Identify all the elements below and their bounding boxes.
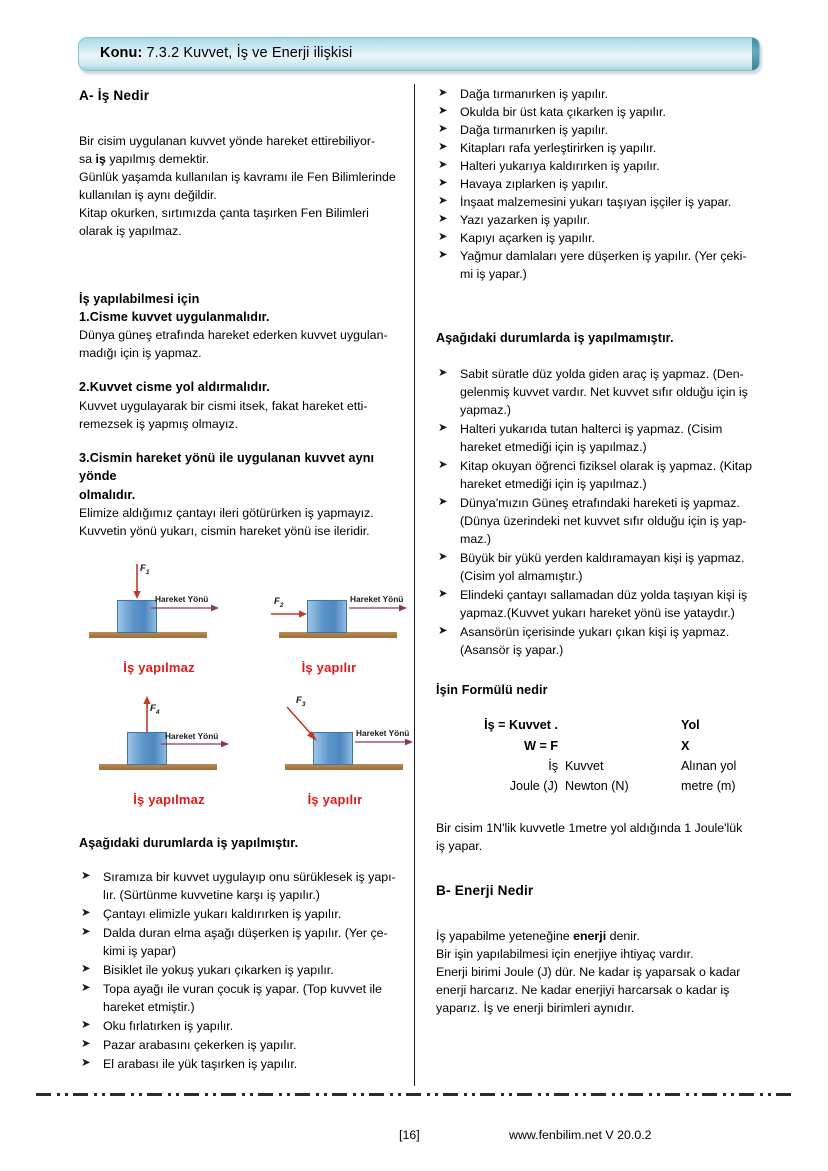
formula-cell-c3: X bbox=[681, 738, 690, 753]
footer-site: www.fenbilim.net V 20.0.2 bbox=[509, 1128, 652, 1142]
list-item bbox=[436, 230, 766, 248]
arrow-bullet-icon: ➤ bbox=[81, 962, 91, 975]
formula-cell-c3: Yol bbox=[681, 718, 700, 733]
formula-note-line-1: Bir cisim 1N'lik kuvvetle 1metre yol aldığında 1 Joule'lük bbox=[436, 820, 743, 835]
force-subscript: 3 bbox=[301, 701, 306, 709]
footer-divider bbox=[36, 1093, 792, 1096]
list-item bbox=[436, 248, 766, 284]
figure-caption-2: İş yapılır bbox=[301, 660, 357, 676]
condition-3-heading bbox=[79, 449, 409, 504]
intro-line-5: Kitap okurken, sırtımızda çanta taşırken Fen Bilimleri bbox=[79, 206, 369, 221]
arrow-bullet-icon: ➤ bbox=[438, 551, 448, 564]
left-work-done-list bbox=[79, 869, 409, 1074]
list-item-text: Büyük bir yükü yerden kaldıramayan kişi iş yapmaz. (Cisim yol almamıştır.) bbox=[460, 551, 745, 584]
formula-cell-c3: Alınan yol bbox=[681, 759, 737, 774]
energy-line-1c: denir. bbox=[606, 928, 640, 943]
intro-emphasis-is: iş bbox=[95, 151, 106, 166]
energy-emphasis-enerji: enerji bbox=[573, 928, 607, 943]
arrow-bullet-icon: ➤ bbox=[438, 158, 448, 171]
energy-line-2: Bir işin yapılabilmesi için enerjiye ihtiyaç vardır. bbox=[436, 947, 694, 961]
list-item-text: Dağa tırmanırken iş yapılır. bbox=[460, 87, 609, 101]
arrow-bullet-icon: ➤ bbox=[81, 1037, 91, 1050]
arrow-bullet-icon: ➤ bbox=[438, 624, 448, 637]
list-item bbox=[79, 925, 409, 961]
list-item bbox=[436, 366, 766, 420]
condition-1-line-2: madığı için iş yapmaz. bbox=[79, 346, 202, 361]
intro-line-6: olarak iş yapılmaz. bbox=[79, 224, 182, 239]
condition-3-heading-line-2: olmalıdır. bbox=[79, 487, 136, 502]
formula-note-line-2: iş yapar. bbox=[436, 838, 483, 853]
intro-line-4: kullanılan iş aynı değildir. bbox=[79, 188, 217, 203]
list-item bbox=[79, 1037, 409, 1055]
list-item bbox=[436, 140, 766, 158]
list-item-text: Pazar arabasını çekerken iş yapılır. bbox=[103, 1037, 297, 1052]
figure-caption-4: İş yapılır bbox=[307, 792, 363, 808]
list-item-text: Çantayı elimizle yukarı kaldırırken iş yapılır. bbox=[103, 906, 342, 921]
force-subscript: 1 bbox=[145, 569, 150, 577]
motion-label-4: Hareket Yönü bbox=[356, 728, 410, 739]
energy-line-5: yaparız. İş ve enerji birimleri aynıdır. bbox=[436, 1001, 635, 1016]
formula-cell-c2: Kuvvet bbox=[565, 759, 604, 774]
formula-cell-c1: W = F bbox=[524, 738, 558, 753]
list-item bbox=[79, 906, 409, 924]
energy-line-1a: İş yapabilme yeteneğine bbox=[436, 928, 574, 943]
energy-line-3: Enerji birimi Joule (J) dür. Ne kadar iş yaparsak o kadar bbox=[436, 965, 741, 980]
arrow-bullet-icon: ➤ bbox=[81, 1056, 91, 1069]
force-letter: F bbox=[274, 596, 280, 608]
list-item bbox=[436, 624, 766, 660]
list-item bbox=[436, 194, 766, 212]
list-item-text: Okulda bir üst kata çıkarken iş yapılır. bbox=[460, 104, 666, 119]
arrow-bullet-icon: ➤ bbox=[438, 194, 448, 207]
list-item-text: Kapıyı açarken iş yapılır. bbox=[460, 230, 595, 245]
formula-row bbox=[472, 715, 736, 735]
list-item bbox=[79, 1018, 409, 1036]
formula-cell-c2 bbox=[565, 736, 681, 756]
arrow-bullet-icon: ➤ bbox=[81, 869, 91, 882]
intro-line-3: Günlük yaşamda kullanılan iş kavramı ile Fen Bilimlerinde bbox=[79, 170, 396, 185]
figure-row-1 bbox=[79, 562, 409, 680]
formula-row bbox=[472, 756, 736, 776]
list-item-text: Oku fırlatırken iş yapılır. bbox=[103, 1018, 234, 1033]
list-item bbox=[436, 104, 766, 122]
list-item bbox=[79, 869, 409, 905]
force-letter: F bbox=[296, 695, 302, 707]
condition-2-heading: 2.Kuvvet cisme yol aldırmalıdır. bbox=[79, 380, 270, 395]
force-letter: F bbox=[150, 703, 156, 715]
page-footer bbox=[0, 1128, 828, 1148]
arrow-bullet-icon: ➤ bbox=[438, 422, 448, 435]
formula-row bbox=[472, 736, 736, 756]
list-item-text: Sabit süratle düz yolda giden araç iş yapmaz. (Den- gelenmiş kuvvet vardır. Net kuvvet sıfır olduğu için iş yapmaz.) bbox=[460, 367, 748, 418]
condition-1-text bbox=[79, 326, 409, 362]
list-item-text: El arabası ile yük taşırken iş yapılır. bbox=[103, 1056, 298, 1071]
section-a-heading: A- İş Nedir bbox=[79, 88, 150, 103]
list-item bbox=[79, 962, 409, 980]
force-letter: F bbox=[140, 563, 146, 575]
list-item bbox=[436, 158, 766, 176]
topic-label: Konu: bbox=[100, 45, 143, 61]
arrow-bullet-icon: ➤ bbox=[438, 230, 448, 243]
list-item-text: Havaya zıplarken iş yapılır. bbox=[460, 176, 609, 191]
force-label-f1 bbox=[140, 562, 149, 577]
condition-2-text bbox=[79, 397, 409, 433]
topic-banner bbox=[78, 37, 764, 75]
topic-title: 7.3.2 Kuvvet, İş ve Enerji ilişkisi bbox=[142, 45, 353, 61]
formula-row bbox=[472, 776, 736, 796]
list-item bbox=[436, 495, 766, 549]
intro-line-2c: yapılmış demektir. bbox=[105, 151, 210, 166]
list-item bbox=[436, 550, 766, 586]
energy-line-4: enerji harcarız. Ne kadar enerjiyi harcarsak o kadar iş bbox=[436, 983, 730, 998]
list-item bbox=[436, 122, 766, 140]
arrow-bullet-icon: ➤ bbox=[438, 176, 448, 189]
no-work-heading: Aşağıdaki durumlarda iş yapılmamıştır. bbox=[436, 330, 674, 345]
list-item bbox=[436, 176, 766, 194]
intro-line-1: Bir cisim uygulanan kuvvet yönde hareket ettirebiliyor- bbox=[79, 133, 376, 148]
arrow-bullet-icon: ➤ bbox=[81, 981, 91, 994]
energy-paragraph bbox=[436, 927, 766, 1018]
formula-note bbox=[436, 819, 766, 855]
condition-2-line-2: remezsek iş yapmış olmayız. bbox=[79, 416, 239, 431]
force-label-f3 bbox=[296, 694, 305, 709]
force-subscript: 2 bbox=[279, 602, 284, 610]
force-subscript: 4 bbox=[155, 709, 160, 717]
figure-f3-work bbox=[255, 694, 415, 812]
column-divider bbox=[414, 84, 415, 1086]
force-label-f4 bbox=[150, 702, 159, 717]
motion-label-2: Hareket Yönü bbox=[350, 594, 404, 605]
arrow-bullet-icon: ➤ bbox=[438, 459, 448, 472]
formula-heading: İşin Formülü nedir bbox=[436, 682, 548, 697]
condition-1-heading: 1.Cisme kuvvet uygulanmalıdır. bbox=[79, 309, 270, 324]
figure-caption-3: İş yapılmaz bbox=[133, 792, 205, 808]
list-item bbox=[436, 212, 766, 230]
list-item-text: Elindeki çantayı sallamadan düz yolda taşıyan kişi iş yapmaz.(Kuvvet yukarı hareket yönü ise yataydır.) bbox=[460, 588, 748, 620]
intro-line-2a: sa bbox=[79, 151, 96, 166]
list-item-text: Kitap okuyan öğrenci fiziksel olarak iş yapmaz. (Kitap hareket etmediği için iş yapılmaz.) bbox=[460, 459, 753, 492]
arrow-bullet-icon: ➤ bbox=[81, 1018, 91, 1031]
arrow-bullet-icon: ➤ bbox=[438, 104, 448, 117]
formula-cell-c1: Joule (J) bbox=[509, 779, 558, 794]
right-work-done-list bbox=[436, 86, 766, 284]
list-item bbox=[436, 458, 766, 494]
formula-cell-c3: metre (m) bbox=[681, 779, 736, 794]
condition-3-line-1: Elimize aldığımız çantayı ileri götürürken iş yapmayız. bbox=[79, 506, 374, 521]
arrow-bullet-icon: ➤ bbox=[438, 140, 448, 153]
list-item-text: Halteri yukarıya kaldırırken iş yapılır. bbox=[460, 158, 660, 173]
arrow-bullet-icon: ➤ bbox=[81, 906, 91, 919]
list-item-text: Dünya'mızın Güneş etrafındaki hareketi iş yapmaz. (Dünya üzerindeki net kuvvet sıfır olduğu için iş yap- maz.) bbox=[460, 496, 747, 547]
list-item-text: Kitapları rafa yerleştirirken iş yapılır. bbox=[460, 140, 657, 155]
arrow-bullet-icon: ➤ bbox=[438, 212, 448, 225]
list-item-text: Dalda duran elma aşağı düşerken iş yapılır. (Yer çe- kimi iş yapar) bbox=[103, 925, 388, 958]
list-item-text: Bisiklet ile yokuş yukarı çıkarken iş yapılır. bbox=[103, 962, 334, 977]
arrow-bullet-icon: ➤ bbox=[438, 122, 448, 135]
arrow-bullet-icon: ➤ bbox=[438, 496, 448, 509]
condition-1-line-1: Dünya güneş etrafında hareket ederken kuvvet uygulan- bbox=[79, 328, 388, 343]
right-column bbox=[436, 86, 766, 1017]
list-item-text: Yazı yazarken iş yapılır. bbox=[460, 212, 590, 227]
work-definition-paragraph bbox=[79, 132, 409, 241]
list-item bbox=[79, 981, 409, 1017]
formula-cell-c1: İş bbox=[548, 759, 558, 774]
list-item-text: Yağmur damlaları yere düşerken iş yapılır. (Yer çeki- mi iş yapar.) bbox=[460, 248, 747, 281]
list-item-text: Dağa tırmanırken iş yapılır. bbox=[460, 122, 609, 137]
work-formula-table bbox=[472, 715, 736, 797]
topic-banner-text bbox=[100, 45, 352, 61]
arrow-bullet-icon: ➤ bbox=[438, 367, 448, 380]
condition-3-text bbox=[79, 504, 409, 540]
no-work-list bbox=[436, 366, 766, 660]
left-column bbox=[79, 86, 409, 1075]
list-item-text: İnşaat malzemesini yukarı taşıyan işçiler iş yapar. bbox=[460, 194, 732, 209]
figure-f2-work bbox=[249, 562, 409, 680]
motion-label-1: Hareket Yönü bbox=[155, 594, 209, 605]
formula-cell-c1: İş = Kuvvet . bbox=[484, 718, 558, 733]
left-work-done-heading: Aşağıdaki durumlarda iş yapılmıştır. bbox=[79, 836, 299, 851]
condition-3-line-2: Kuvvetin yönü yukarı, cismin hareket yönü ise ileridir. bbox=[79, 524, 370, 539]
motion-label-3: Hareket Yönü bbox=[165, 731, 219, 742]
figure-caption-1: İş yapılmaz bbox=[123, 660, 195, 676]
figure-f1-no-work bbox=[79, 562, 239, 680]
list-item-text: Sıramıza bir kuvvet uygulayıp onu sürüklesek iş yapı- lır. (Sürtünme kuvvetine karşı iş yapılır.) bbox=[103, 869, 396, 902]
page-number: [16] bbox=[399, 1128, 420, 1142]
figure-row-2 bbox=[79, 694, 409, 812]
arrow-bullet-icon: ➤ bbox=[438, 87, 448, 99]
section-b-heading: B- Enerji Nedir bbox=[436, 883, 534, 899]
arrow-bullet-icon: ➤ bbox=[438, 588, 448, 601]
force-label-f2 bbox=[274, 595, 283, 610]
condition-2-line-1: Kuvvet uygulayarak bir cismi itsek, fakat hareket etti- bbox=[79, 398, 368, 413]
conditions-heading: İş yapılabilmesi için bbox=[79, 291, 200, 306]
figure-f4-no-work bbox=[89, 694, 249, 812]
list-item bbox=[436, 587, 766, 623]
list-item bbox=[436, 421, 766, 457]
list-item-text: Halteri yukarıda tutan halterci iş yapmaz. (Cisim hareket etmediği için iş yapılmaz.) bbox=[460, 422, 723, 455]
list-item bbox=[436, 86, 766, 104]
condition-3-heading-line-1: 3.Cismin hareket yönü ile uygulanan kuvvet aynı yönde bbox=[79, 451, 375, 484]
list-item bbox=[79, 1056, 409, 1074]
formula-cell-c2: Newton (N) bbox=[565, 779, 629, 794]
arrow-bullet-icon: ➤ bbox=[81, 925, 91, 938]
list-item-text: Asansörün içerisinde yukarı çıkan kişi iş yapmaz. (Asansör iş yapar.) bbox=[460, 624, 730, 657]
formula-cell-c2 bbox=[565, 715, 681, 735]
arrow-bullet-icon: ➤ bbox=[438, 248, 448, 261]
list-item-text: Topa ayağı ile vuran çocuk iş yapar. (Top kuvvet ile hareket etmiştir.) bbox=[103, 981, 382, 1014]
